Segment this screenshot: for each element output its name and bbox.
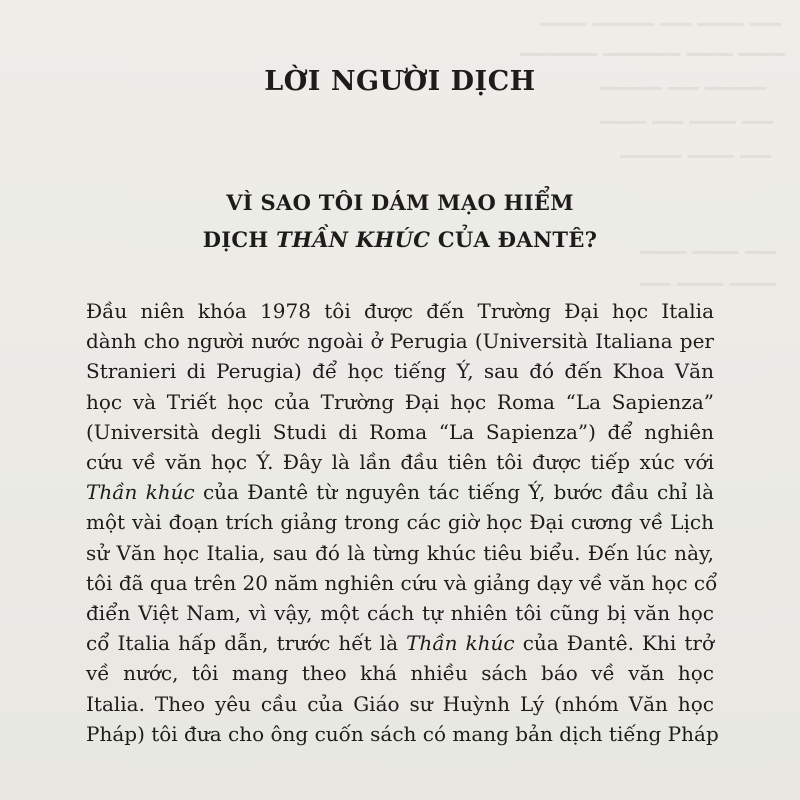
- body-text-run: dành cho người nước ngoài ở Perugia (Università Italiana per: [86, 329, 714, 354]
- body-text-run: tôi đã qua trên 20 năm nghiên cứu và giảng dạy về văn học cổ: [86, 570, 718, 595]
- italic-work-title: Thần khúc: [406, 631, 515, 656]
- body-line: [86, 477, 714, 507]
- body-line: [86, 568, 718, 598]
- subtitle-line-2-prefix: DỊCH: [202, 227, 277, 252]
- body-line: [86, 387, 714, 417]
- body-text-run: cổ Italia hấp dẫn, trước hết là: [86, 631, 407, 656]
- body-line: [86, 658, 714, 688]
- body-text-run: một vài đoạn trích giảng trong các giờ học Đại cương về Lịch: [86, 510, 714, 535]
- chapter-subtitle: [0, 184, 800, 258]
- body-line: [86, 417, 714, 447]
- body-text-run: điển Việt Nam, vì vậy, một cách tự nhiên tôi cũng bị văn học: [86, 601, 714, 626]
- body-line: [86, 598, 714, 628]
- body-text-run: sử Văn học Italia, sau đó là từng khúc tiêu biểu. Đến lúc này,: [86, 540, 714, 565]
- bleed-through-texture: ▁▁▁ ▁▁▁▁ ▁▁ ▁▁▁ ▁▁ ▁▁▁▁▁ ▁▁▁▁▁ ▁▁▁ ▁▁▁ ▁▁▁▁ ▁▁ ▁▁▁▁ ▁▁▁ ▁▁ ▁▁▁ ▁▁ ▁▁▁▁ ▁▁▁ ▁▁ ▁▁▁ ▁▁▁ ▁▁ ▁▁ ▁▁▁ ▁▁▁: [520, 2, 786, 286]
- body-text-run: của Đantê. Khi trở: [514, 631, 714, 656]
- subtitle-work-title: THẦN KHÚC: [276, 227, 431, 252]
- body-text-run: về nước, tôi mang theo khá nhiều sách báo về văn học: [86, 661, 714, 686]
- body-text-run: học và Triết học của Trường Đại học Roma “La Sapienza”: [86, 389, 714, 414]
- body-text-run: (Università degli Studi di Roma “La Sapienza”) để nghiên: [86, 419, 714, 444]
- body-line: [86, 507, 714, 537]
- body-text-run: Đầu niên khóa 1978 tôi được đến Trường Đại học Italia: [86, 299, 714, 323]
- body-line: [86, 447, 714, 477]
- page-title: LỜI NGƯỜI DỊCH: [264, 66, 536, 97]
- body-line: [86, 719, 719, 749]
- italic-work-title: Thần khúc: [86, 480, 195, 505]
- body-line: [86, 356, 714, 386]
- subtitle-line-1: VÌ SAO TÔI DÁM MẠO HIỂM: [226, 190, 574, 215]
- body-text-run: Italia. Theo yêu cầu của Giáo sư Huỳnh Lý (nhóm Văn học: [86, 691, 714, 716]
- subtitle-line-2: [0, 221, 800, 258]
- subtitle-line-2-suffix: CỦA ĐANTÊ?: [430, 227, 598, 252]
- body-text-run: Stranieri di Perugia) để học tiếng Ý, sau đó đến Khoa Văn: [86, 359, 714, 384]
- body-text-run: Pháp) tôi đưa cho ông cuốn sách có mang bản dịch tiếng Pháp: [86, 721, 719, 746]
- body-text-run: cứu về văn học Ý. Đây là lần đầu tiên tôi được tiếp xúc với: [86, 450, 714, 475]
- body-line: [86, 628, 714, 658]
- body-text-run: của Đantê từ nguyên tác tiếng Ý, bước đầu chỉ là: [194, 480, 715, 505]
- body-paragraph: [86, 296, 719, 749]
- body-line: [86, 326, 714, 356]
- body-line: [86, 689, 714, 719]
- body-line: [86, 296, 714, 326]
- body-line: [86, 538, 714, 568]
